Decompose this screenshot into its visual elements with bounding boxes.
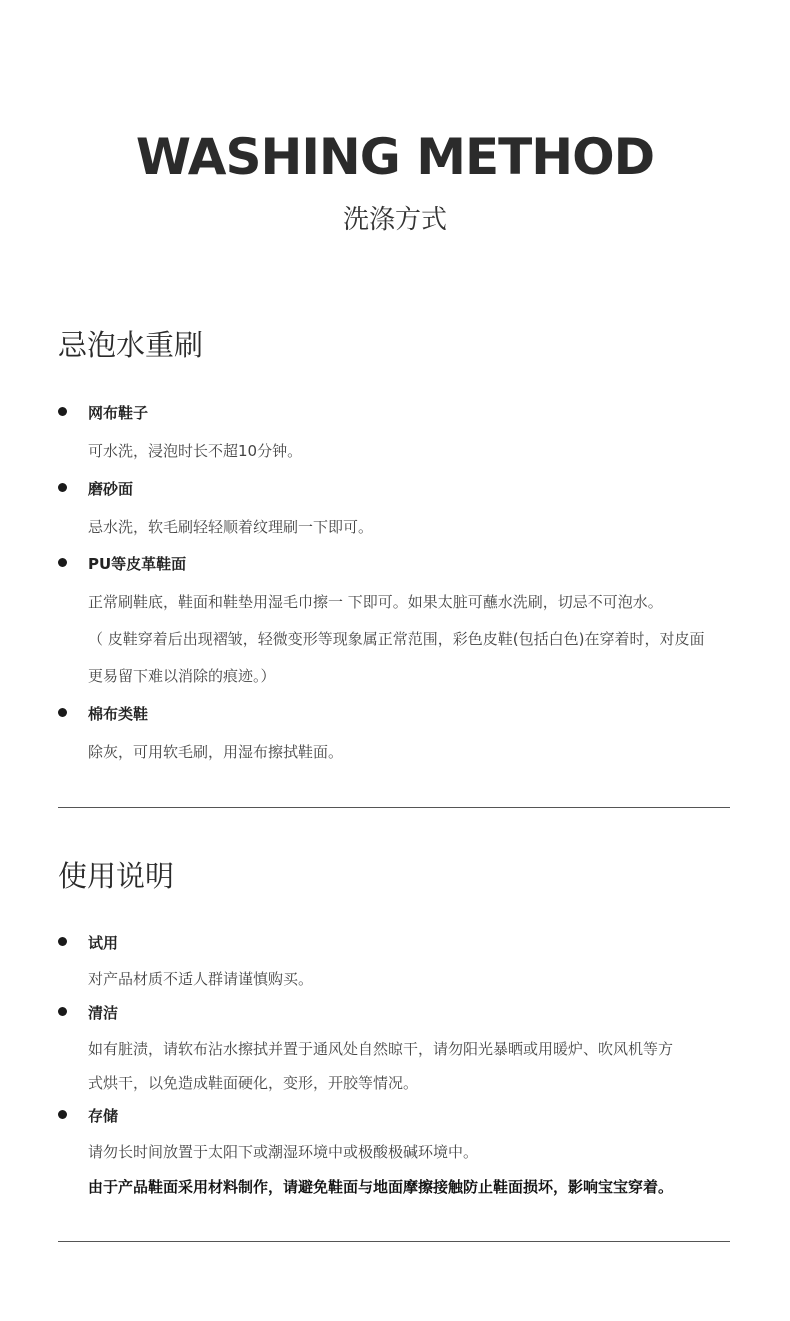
divider — [58, 807, 730, 808]
section-heading-soak: 忌泡水重刷 — [58, 328, 204, 362]
item-label: 网布鞋子 — [88, 403, 149, 422]
bullet-icon — [58, 937, 67, 946]
bullet-icon — [58, 708, 67, 717]
item-text: 式烘干，以免造成鞋面硬化，变形，开胶等情况。 — [88, 1074, 419, 1092]
item-label: 清洁 — [88, 1003, 119, 1022]
bullet-icon — [58, 483, 67, 492]
item-label: 棉布类鞋 — [88, 704, 149, 723]
divider — [58, 1241, 730, 1242]
item-mesh-shoes — [58, 402, 148, 422]
item-trial — [58, 932, 118, 952]
page-title: WASHING METHOD — [135, 128, 655, 186]
bullet-icon — [58, 1110, 67, 1119]
item-text: 如有脏渍，请软布沾水擦拭并置于通风处自然晾干，请勿阳光暴晒或用暖炉、吹风机等方 — [88, 1040, 674, 1058]
item-text: 更易留下难以消除的痕迹。） — [88, 667, 276, 685]
item-suede — [58, 478, 133, 498]
item-text: （ 皮鞋穿着后出现褶皱，轻微变形等现象属正常范围，彩色皮鞋(包括白色)在穿着时，对皮面 — [88, 630, 705, 648]
bullet-icon — [58, 1007, 67, 1016]
item-text: 对产品材质不适人群请谨慎购买。 — [88, 970, 314, 988]
item-text: 除灰，可用软毛刷，用湿布擦拭鞋面。 — [88, 743, 344, 761]
item-label: PU等皮革鞋面 — [88, 554, 187, 573]
item-cleaning — [58, 1002, 118, 1022]
item-text: 忌水洗，软毛刷轻轻顺着纹理刷一下即可。 — [88, 518, 374, 536]
item-text: 请勿长时间放置于太阳下或潮湿环境中或极酸极碱环境中。 — [88, 1143, 479, 1161]
item-pu-leather — [58, 553, 186, 573]
page-subtitle: 洗涤方式 — [342, 205, 447, 235]
item-label: 试用 — [88, 933, 119, 952]
item-cotton-shoes — [58, 703, 148, 723]
item-label: 存储 — [88, 1106, 119, 1125]
bullet-icon — [58, 558, 67, 567]
item-warning-text: 由于产品鞋面采用材料制作，请避免鞋面与地面摩擦接触防止鞋面损坏，影响宝宝穿着。 — [88, 1178, 674, 1196]
item-storage — [58, 1105, 118, 1125]
item-text: 可水洗，浸泡时长不超10分钟。 — [88, 442, 303, 460]
item-label: 磨砂面 — [88, 479, 134, 498]
item-text: 正常刷鞋底，鞋面和鞋垫用湿毛巾擦一 下即可。如果太脏可蘸水洗刷，切忌不可泡水。 — [88, 593, 663, 611]
bullet-icon — [58, 407, 67, 416]
section-heading-usage: 使用说明 — [58, 859, 175, 893]
